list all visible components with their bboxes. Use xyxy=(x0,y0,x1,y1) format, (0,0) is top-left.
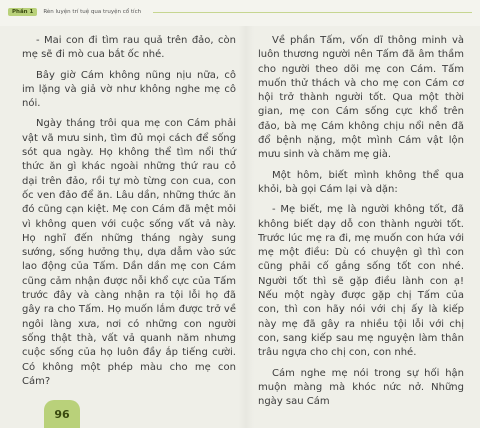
paragraph: Về phần Tấm, vốn dĩ thông minh và luôn thương người nên Tấm đã âm thầm cho người theo dõi mẹ con Cám. Tấm muốn thử thách và cho mẹ con Cám cơ hội trở thành người tốt. Qua một thời gian, mẹ con Cám sống cực khổ trên đảo, bà mẹ Cám không chịu nổi nên đã đổ bệnh nặng, một mình Cám vật lộn mưu sinh và chăm mẹ già. xyxy=(258,35,464,161)
part-badge: Phần 1 xyxy=(8,8,37,16)
page-number: 96 xyxy=(44,400,80,428)
paragraph: - Mai con đi tìm rau quả trên đảo, còn mẹ sẽ đi mò cua bắt ốc nhé. xyxy=(22,35,236,61)
paragraph: - Mẹ biết, mẹ là người không tốt, đã không biết dạy dỗ con thành người tốt. Trước lúc mẹ ra đi, mẹ muốn con hứa với mẹ một điều: Dù có chuyện gì thì con cũng phải cố gắng sống tốt con nhé. Người tốt thì sẽ gặp điều lành con ạ! Nếu một ngày được gặp chị Tấm của con, thì con hãy nói với chị ấy là kiếp này mẹ đã gây ra nhiều tội lỗi với chị con, sang kiếp sau mẹ nguyện làm thân trâu ngựa cho chị con, con nhé. xyxy=(258,204,464,359)
running-header-title: Rèn luyện trí tuệ qua truyện cổ tích xyxy=(43,9,142,15)
paragraph: Một hôm, biết mình không thể qua khỏi, bà gọi Cám lại và dặn: xyxy=(258,169,464,195)
paragraph: Ngày tháng trôi qua mẹ con Cám phải vật vã mưu sinh, tìm đủ mọi cách để sống sót qua ngày. Họ không thể tìm nổi thứ thức ăn gì khác ngoài những thứ rau cỏ dại trên đảo, rồi tự mò từng con cua, con ốc ven đảo để ăn. Lâu dần, những thức ăn đó cũng cạn kiệt. Mẹ con Cám đã mệt mỏi vì không quen với cuộc sống vất vả này. Họ nghĩ đến những tháng ngày sung sướng, sống hưởng thụ, dựa dẫm vào sức lao động của Tấm. Dần dần mẹ con Cám cũng cảm nhận được nỗi khổ cực của Tấm trước đây và càng nhận ra tội lỗi họ đã gây ra cho Tấm. Họ muốn lắm được trở về ngôi làng xưa, nơi có những con người sống thật thà, vất vả quanh năm nhưng cuộc sống của họ luôn đầy ắp tiếng cười. Có không một phép màu cho mẹ con Cám? xyxy=(22,118,236,387)
header-rule xyxy=(153,12,472,13)
left-column xyxy=(22,34,236,395)
paragraph: Cám nghe mẹ nói trong sự hối hận muộn màng mà khóc nức nở. Những ngày sau Cám xyxy=(258,367,464,408)
right-column xyxy=(258,34,464,415)
gutter-shadow xyxy=(238,26,254,428)
running-header xyxy=(8,3,472,21)
paragraph: Bây giờ Cám không nũng nịu nữa, cô im lặng và giả vờ như không nghe mẹ cô nói. xyxy=(22,69,236,110)
